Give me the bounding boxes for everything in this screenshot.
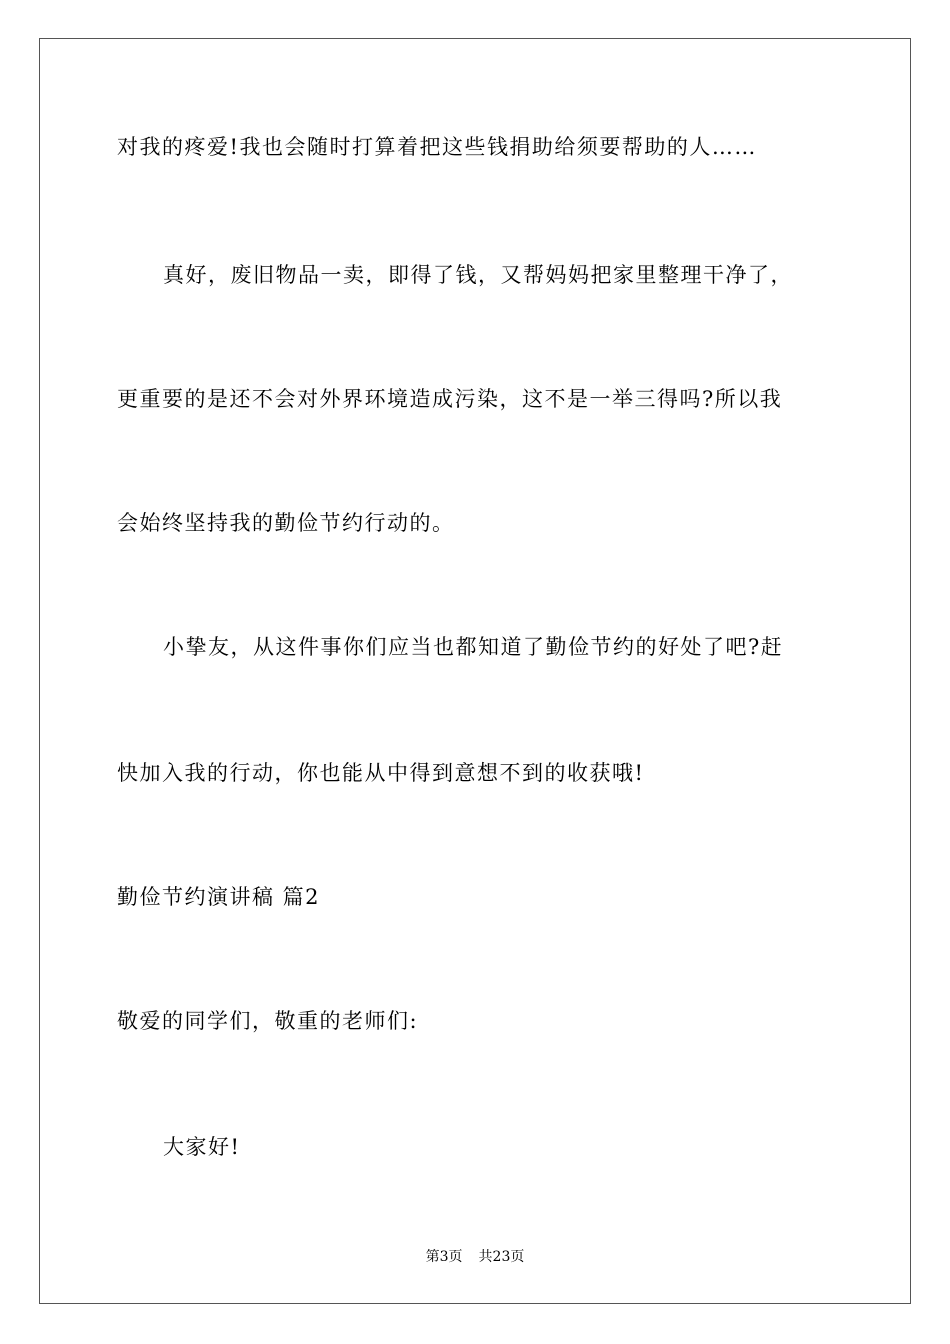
paragraph-line: 更重要的是还不会对外界环境造成污染，这不是一举三得吗?所以我 [117,387,783,411]
page-footer [0,1247,950,1267]
section-heading: 勤俭节约演讲稿 篇2 [117,885,321,909]
paragraph-line: 会始终坚持我的勤俭节约行动的。 [117,511,455,535]
page-number: 第3页 [425,1249,463,1265]
page-frame [39,38,911,1304]
paragraph-line: 真好，废旧物品一卖，即得了钱，又帮妈妈把家里整理干净了， [163,263,793,287]
paragraph-line: 快加入我的行动，你也能从中得到意想不到的收获哦! [117,761,645,785]
page-total: 共23页 [478,1249,525,1265]
paragraph-line: 小挚友，从这件事你们应当也都知道了勤俭节约的好处了吧?赶 [163,635,784,659]
salutation-line: 敬爱的同学们，敬重的老师们: [117,1009,419,1033]
paragraph-line: 对我的疼爱!我也会随时打算着把这些钱捐助给须要帮助的人…… [117,135,757,159]
greeting-line: 大家好! [163,1135,241,1159]
